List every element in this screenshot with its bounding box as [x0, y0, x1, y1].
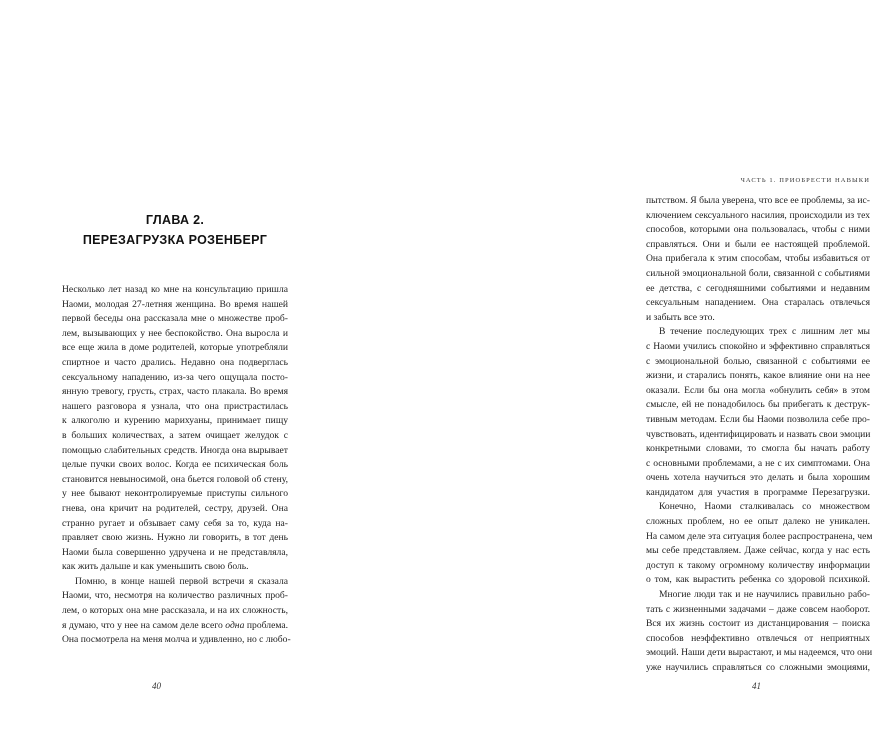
text-line: к алкоголю и курению марихуаны, принимает пищу	[62, 415, 288, 427]
text-line: Несколько лет назад ко мне на консультацию пришла	[62, 284, 288, 295]
text-line: Конечно, Наоми сталкивалась со множеством	[659, 501, 870, 513]
text-line: Наоми, молодая 27-летняя женщина. Во время нашей	[62, 298, 288, 310]
left-page	[0, 0, 300, 750]
text-line: о том, как вырастить ребенка со здоровой психикой.	[646, 574, 870, 586]
chapter-heading	[62, 210, 288, 250]
text-line: первой беседы она рассказала мне о множестве проб-	[62, 313, 288, 325]
text-line: мы себе представляем. Даже сейчас, когда у нас есть	[646, 545, 870, 557]
text-line: смысле, ей не понадобилось бы прибегать к деструк-	[646, 399, 870, 411]
text-line: нашего разговора я узнала, что она пристрастилась	[62, 400, 288, 412]
text-line: как жить дальше и как уменьшить свою боль.	[62, 561, 249, 573]
text-line: с Наоми учились спокойно и эффективно справляться	[646, 340, 870, 352]
text-line: сексуальному нападению, из-за чего ощущала посто-	[62, 371, 288, 383]
text-line: способов, которыми она пользовалась, чтобы с ними	[646, 224, 870, 236]
text-line: Наоми, что, несмотря на количество различных проб-	[62, 590, 288, 602]
text-line: Многие люди так и не научились правильно рабо-	[659, 589, 870, 601]
chapter-title: ПЕРЕЗАГРУЗКА РОЗЕНБЕРГ	[82, 233, 268, 247]
text-line: с основными проблемами, а не с их симптомами. Она	[646, 457, 870, 469]
right-page	[300, 0, 872, 750]
text-line: спиртное и часто дрались. Недавно она подверглась	[62, 356, 288, 368]
text-line: Помню, в конце нашей первой встречи я сказала	[75, 575, 288, 587]
text-line: все еще жила в доме родителей, которые употребляли	[62, 342, 288, 354]
text-line: чувствовать, идентифицировать и назвать свои эмоции	[646, 428, 871, 440]
text-line: лем, вызывающих у нее беспокойство. Она выросла и	[62, 327, 288, 339]
text-line: эмоций. Наши дети вырастают, и мы надеемся, что они	[646, 647, 872, 659]
text-line: оказали. Если бы она могла «обнулить себя» в этом	[646, 384, 870, 396]
text-line: очень хотела научиться это делать и была хорошим	[646, 472, 870, 484]
text-line: тивным методам. Если бы Наоми позволила себе про-	[646, 413, 870, 425]
page-number-left: 40	[152, 681, 161, 691]
text-line: пытством. Я была уверена, что все ее проблемы, за ис-	[646, 195, 870, 206]
text-line: В течение последующих трех с лишним лет мы	[659, 326, 870, 338]
text-line: лем, о которых она мне рассказала, и на их сложность,	[62, 605, 288, 617]
chapter-number: ГЛАВА 2.	[145, 213, 205, 227]
text-line: справляться. Они и были ее настоящей проблемой.	[646, 238, 870, 250]
text-line: Вся их жизнь состоит из дистанцирования – поиска	[646, 618, 870, 630]
text-line: Она посмотрела на меня молча и удивленно, но с любо-	[62, 634, 291, 646]
text-line: я думаю, что у нее на самом деле всего одна проблема.	[62, 619, 288, 631]
text-line: с эмоциональной болью, связанной с событиями ее	[646, 355, 870, 367]
right-body-text	[646, 194, 870, 676]
text-line: конкретными словами, то смогла бы начать работу	[646, 443, 870, 455]
text-line: жизни, и старались понять, какое влияние они на нее	[646, 370, 870, 382]
running-head: ЧАСТЬ 1. ПРИОБРЕСТИ НАВЫКИ	[740, 177, 870, 184]
text-line: помощью слабительных средств. Иногда она вырывает	[62, 444, 288, 456]
page-number-right: 41	[752, 681, 761, 691]
text-line: янную тревогу, грусть, страх, часто плакала. Во время	[62, 386, 288, 398]
text-line: у нее бывают неконтролируемые приступы сильного	[62, 488, 288, 500]
text-line: в больших количествах, а затем очищает желудок с	[62, 429, 288, 441]
text-line: Она прибегала к этим способам, чтобы избавиться от	[646, 253, 870, 265]
text-line: ключением сексуального насилия, происходили из тех	[646, 209, 870, 221]
text-line: гнева, она кричит на родителей, сестру, друзей. Она	[62, 502, 288, 514]
text-line: целые пучки своих волос. Когда ее психическая боль	[62, 459, 288, 471]
left-body-text	[62, 283, 291, 648]
text-line: Наоми была совершенно удручена и не представляла,	[62, 546, 288, 558]
text-line: сложных проблем, но ее опыт далеко не уникален.	[646, 516, 870, 528]
text-line: сильной эмоциональной боли, связанной с событиями	[646, 267, 870, 279]
text-line: становится невыносимой, она бьется головой об стену,	[62, 473, 288, 485]
text-line: сексуальным нападением. Она старалась отвлечься	[646, 297, 870, 309]
text-line: доступ к такому огромному количеству информации	[646, 559, 870, 571]
text-line: правляет свою жизнь. Нужно ли говорить, в тот день	[62, 532, 288, 544]
text-line: кандидатом для участия в программе Перезагрузки.	[646, 486, 870, 498]
text-line: На самом деле эта ситуация более распространена, чем	[646, 530, 872, 542]
text-line: уже научились справляться со сложными эмоциями,	[646, 662, 870, 673]
text-line: ее детства, с сегодняшними событиями и недавним	[646, 282, 870, 294]
text-line: тать с жизненными задачами – даже совсем наоборот.	[646, 603, 870, 615]
text-line: и забыть все это.	[646, 311, 715, 323]
text-line: способов неэффективно отвлечься от неприятных	[646, 632, 870, 644]
text-line: странно ругает и обзывает саму себя за то, куда на-	[62, 517, 288, 529]
